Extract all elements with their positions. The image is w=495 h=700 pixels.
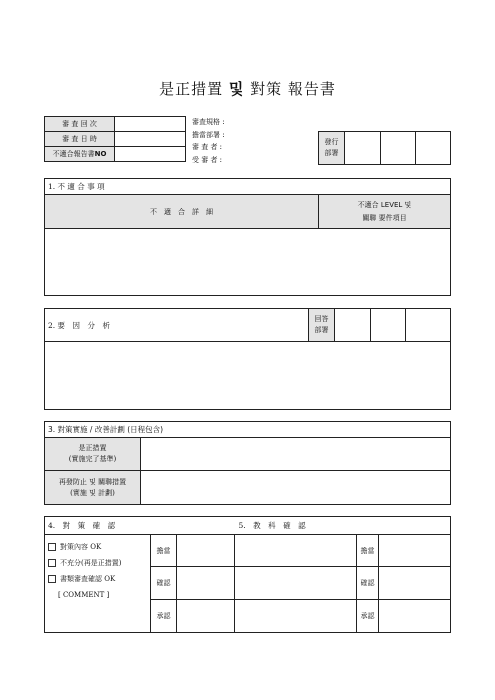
reply-sign-2[interactable] — [371, 309, 406, 342]
audit-date-label: 審 査 日 時 — [45, 132, 115, 147]
issuing-sign-2[interactable] — [381, 132, 416, 165]
page-title — [0, 78, 495, 99]
title-part2: 및 — [228, 80, 245, 98]
issuing-sign-1[interactable] — [345, 132, 381, 165]
s5-sign-confirm[interactable] — [379, 567, 451, 600]
issuing-dept-table — [318, 131, 451, 165]
s4-sign-confirm[interactable] — [177, 567, 235, 600]
section-countermeasure — [44, 421, 451, 505]
s4-sign-charge[interactable] — [177, 535, 235, 567]
section4-title: 4. 對 策 確 認 — [45, 517, 235, 535]
report-no-label-text: 不適合報告書 — [52, 150, 95, 158]
recurrence-prevention-area[interactable] — [141, 471, 451, 505]
s4-role-confirm: 確認 — [151, 567, 177, 600]
corrective-action-label — [45, 438, 141, 471]
countermeasure-check-list — [45, 535, 151, 633]
recurrence-line2: (實施 및 計劃) — [70, 488, 115, 497]
nonconformity-detail-header: 不 適 合 詳 細 — [45, 195, 319, 229]
s4-role-charge: 擔當 — [151, 535, 177, 567]
s4-sign-approve[interactable] — [177, 600, 235, 633]
comment-label: [ COMMENT ] — [58, 591, 110, 599]
nonconformity-report-no-label — [45, 147, 115, 162]
section3-title: 3. 對策實施 / 改善計劃 (日程包含) — [45, 422, 451, 438]
check-label-document-review: 書類審査確認 OK — [60, 575, 116, 583]
corrective-action-line1: 是正措置 — [78, 444, 107, 452]
s5-role-confirm: 確認 — [357, 567, 379, 600]
audit-standard-label: 審査規格 : — [192, 118, 225, 126]
audit-date-value[interactable] — [115, 132, 186, 147]
title-part1: 是正措置 — [159, 80, 224, 98]
checkbox-icon[interactable] — [48, 575, 56, 583]
responsible-dept-label: 擔當部署 : — [192, 130, 225, 139]
nonconformity-report-no-value[interactable] — [115, 147, 186, 162]
section-cause-analysis — [44, 308, 451, 410]
level-header-line1: 不適合 LEVEL 및 — [357, 200, 412, 209]
checkbox-icon[interactable] — [48, 559, 56, 567]
s5-sign-approve[interactable] — [379, 600, 451, 633]
recurrence-line1: 再發防止 및 關聯措置 — [58, 477, 127, 486]
issuing-label-2: 部署 — [324, 149, 339, 157]
issuing-label-1: 發行 — [324, 138, 339, 146]
section-confirmations — [44, 516, 451, 633]
reply-sign-1[interactable] — [335, 309, 371, 342]
auditee-label: 受 審 者 : — [192, 155, 223, 164]
section2-title: 2. 要 因 分 析 — [45, 309, 309, 342]
corrective-action-area[interactable] — [141, 438, 451, 471]
level-header-line2: 關聯 要件項目 — [362, 213, 407, 222]
issuing-dept-label — [319, 132, 345, 165]
check-label-insufficient: 不充分(再是正措置) — [60, 559, 122, 567]
s5-sign-charge[interactable] — [379, 535, 451, 567]
reply-label-1: 回答 — [314, 315, 329, 323]
nonconformity-level-header — [319, 195, 451, 229]
s5-spacer-1 — [235, 535, 357, 567]
check-item-ok[interactable] — [48, 539, 150, 555]
reply-dept-label — [309, 309, 335, 342]
issuing-sign-3[interactable] — [416, 132, 451, 165]
check-item-insufficient[interactable] — [48, 555, 150, 571]
auditor-label: 審 査 者 : — [192, 143, 223, 151]
recurrence-prevention-label — [45, 471, 141, 505]
audit-meta-labels — [192, 116, 292, 166]
section1-title: 1. 不 適 合 事 項 — [45, 179, 451, 195]
s5-role-approve: 承認 — [357, 600, 379, 633]
check-label-ok: 對策內容 OK — [60, 543, 102, 551]
s5-spacer-2 — [235, 567, 357, 600]
section-nonconformity — [44, 178, 451, 296]
audit-round-label: 審 査 回 次 — [45, 117, 115, 132]
title-part3: 對策 報告書 — [250, 80, 336, 98]
reply-sign-3[interactable] — [406, 309, 451, 342]
check-item-document-review[interactable] — [48, 571, 150, 587]
report-no-bold: NO — [94, 150, 107, 158]
reply-label-2: 部署 — [314, 326, 329, 334]
s5-spacer-3 — [235, 600, 357, 633]
s5-role-charge: 擔當 — [357, 535, 379, 567]
checkbox-icon[interactable] — [48, 543, 56, 551]
audit-info-table — [44, 116, 186, 162]
cause-analysis-area[interactable] — [45, 342, 451, 410]
audit-round-value[interactable] — [115, 117, 186, 132]
section5-title: 5. 教 科 確 認 — [235, 517, 451, 535]
corrective-action-line2: (實施完了基準) — [68, 455, 117, 463]
nonconformity-detail-area[interactable] — [45, 229, 451, 296]
s4-role-approve: 承認 — [151, 600, 177, 633]
